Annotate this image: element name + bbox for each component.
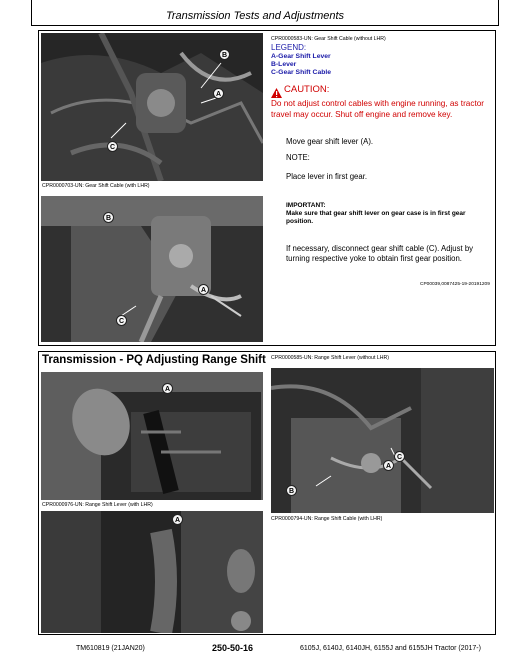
label-b: B xyxy=(286,485,297,496)
range-shift-cable-photo-with-lhr xyxy=(271,368,494,513)
range-lever-caption: CPR0000976-UN: Range Shift Lever (with LHR) xyxy=(42,502,153,508)
label-b: B xyxy=(103,212,114,223)
label-a: A xyxy=(383,460,394,471)
gear-shift-cable-photo-without-lhr xyxy=(41,33,263,181)
caution-text: Do not adjust control cables with engine running, as tractor travel may occur. Shut off engine and remove key. xyxy=(271,99,484,119)
label-c: C xyxy=(116,315,127,326)
legend-item-c: C-Gear Shift Cable xyxy=(271,69,332,76)
reference-code: CP00039,0087425-19-20191209 xyxy=(420,282,490,287)
caution-title: CAUTION: xyxy=(284,84,330,95)
gear-shift-cable-photo-with-lhr xyxy=(41,196,263,342)
footer-model: 6105J, 6140J, 6140JH, 6155J and 6155JH Tractor (2017-) xyxy=(300,645,481,652)
label-c: C xyxy=(394,451,405,462)
important-title: IMPORTANT: xyxy=(286,202,326,209)
section2-title: Transmission - PQ Adjusting Range Shift xyxy=(42,354,266,366)
photo-illustration xyxy=(271,368,494,513)
label-a: A xyxy=(172,514,183,525)
range-lever-without-lhr-caption: CPR0000585-UN: Range Shift Lever (without LHR) xyxy=(271,355,389,361)
step-adjust-cable: If necessary, disconnect gear shift cable (C). Adjust by turning respective yoke to obtain first gear position. xyxy=(286,244,474,263)
range-cable-caption: CPR0000794-UN: Range Shift Cable (with LHR) xyxy=(271,516,383,522)
label-c: C xyxy=(107,141,118,152)
photo2-caption: CPR0000703-UN: Gear Shift Cable (with LHR) xyxy=(42,183,150,189)
label-b: B xyxy=(219,49,230,60)
footer-doc-id: TM610819 (21JAN20) xyxy=(76,645,145,652)
label-a: A xyxy=(213,88,224,99)
header-rule xyxy=(31,25,499,26)
legend-title: LEGEND: xyxy=(271,43,307,52)
step-first-gear: Place lever in first gear. xyxy=(286,172,368,181)
important-text: Make sure that gear shift lever on gear case is in first gear position. xyxy=(286,210,466,225)
label-a: A xyxy=(162,383,173,394)
legend-item-a: A-Gear Shift Lever xyxy=(271,53,331,60)
note-label: NOTE: xyxy=(286,153,310,162)
label-a: A xyxy=(198,284,209,295)
range-shift-lever-photo-detail xyxy=(41,511,263,633)
legend-item-b: B-Lever xyxy=(271,61,297,68)
photo-illustration xyxy=(41,372,263,500)
photo-illustration xyxy=(41,511,263,633)
legend-caption: CPR0000583-UN: Gear Shift Cable (without LHR) xyxy=(271,36,386,42)
step-move-lever: Move gear shift lever (A). xyxy=(286,137,374,146)
footer-page-number: 250-50-16 xyxy=(212,643,254,653)
photo-illustration xyxy=(41,196,263,342)
page-header-title: Transmission Tests and Adjustments xyxy=(165,10,345,22)
range-shift-lever-photo-with-lhr xyxy=(41,372,263,500)
